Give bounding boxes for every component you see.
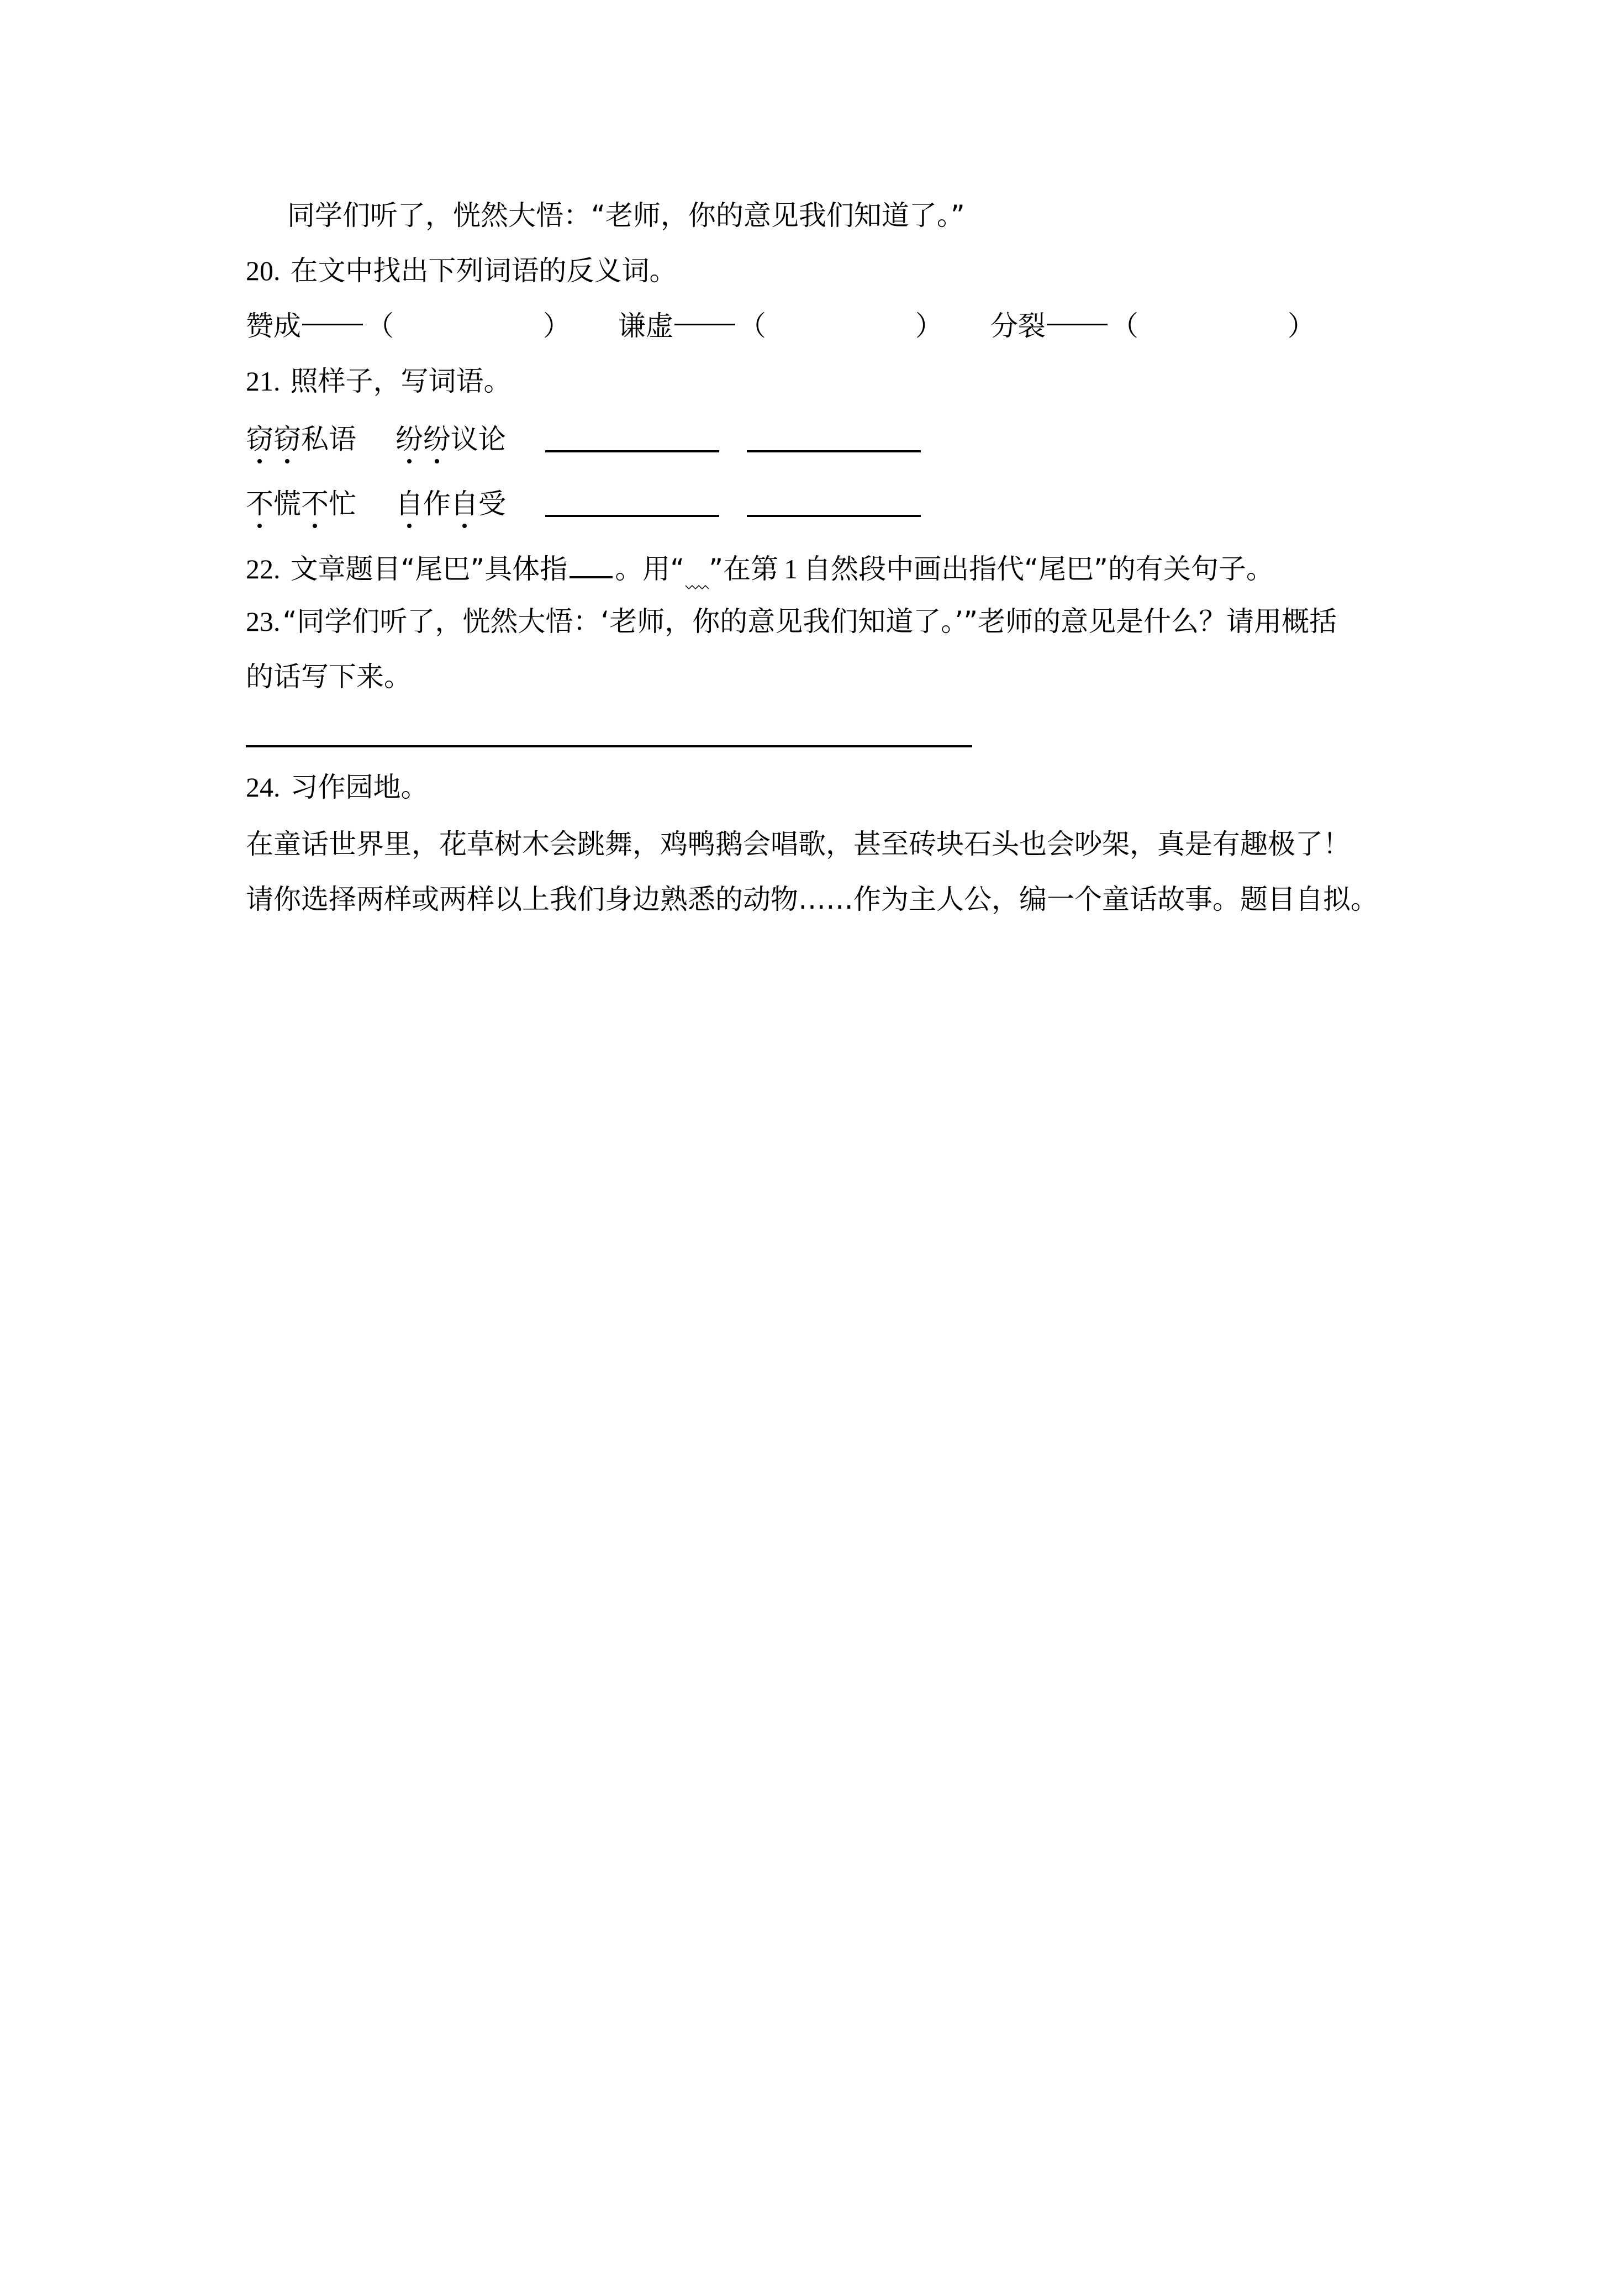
question-text: ”在第 xyxy=(709,553,779,585)
question-number: 22. xyxy=(246,553,281,584)
char: 论 xyxy=(478,423,506,455)
example-word-1 xyxy=(246,423,356,456)
question-prompt: 在文中找出下列词语的反义词。 xyxy=(290,255,677,287)
question-24 xyxy=(246,771,429,804)
question-number: 23. xyxy=(246,606,281,637)
example-word-4 xyxy=(396,487,506,520)
char: 私 xyxy=(301,423,329,455)
close-paren: ） xyxy=(915,310,943,342)
question-text: “同学们听了，恍然大悟：‘老师，你的意见我们知道了。’”老师的意见是什么？请用概括 xyxy=(282,605,1337,637)
dotted-char: 纷 xyxy=(395,423,423,455)
antonym-item-2 xyxy=(618,309,943,342)
question-text: 在童话世界里，花草树木会跳舞，鸡鸭鹅会唱歌，甚至砖块石头也会吵架，真是有趣极了！ xyxy=(246,828,1351,860)
passage-text: 同学们听了，恍然大悟：“老师，你的意见我们知道了。” xyxy=(287,199,965,231)
answer-blank-2[interactable] xyxy=(747,450,921,452)
question-21-row-1 xyxy=(246,423,948,456)
example-word-3 xyxy=(246,487,356,520)
question-23-line-1 xyxy=(246,605,1337,638)
dash xyxy=(1047,324,1108,325)
answer-blank-1[interactable] xyxy=(545,450,719,452)
antonym-word: 赞成 xyxy=(246,310,301,342)
question-text: 请你选择两样或两样以上我们身边熟悉的动物……作为主人公，编一个童话故事。题目自拟。 xyxy=(246,883,1378,915)
open-paren: （ xyxy=(1110,310,1138,342)
close-paren: ） xyxy=(543,310,571,342)
question-21-row-2 xyxy=(246,487,948,520)
dotted-char: 自 xyxy=(395,488,423,520)
question-title: 习作园地。 xyxy=(290,771,429,803)
char: 语 xyxy=(329,423,356,455)
char: 慌 xyxy=(273,488,301,520)
wavy-underline-icon xyxy=(684,552,709,586)
char: 受 xyxy=(478,488,506,520)
antonym-item-3 xyxy=(990,309,1315,342)
open-paren: （ xyxy=(738,310,766,342)
answer-blank-4[interactable] xyxy=(747,515,921,517)
answer-blank[interactable] xyxy=(570,576,613,578)
char: 议 xyxy=(450,423,478,455)
question-number: 20. xyxy=(246,255,281,286)
answer-blank-3[interactable] xyxy=(545,515,719,517)
antonym-word: 谦虚 xyxy=(618,310,673,342)
dotted-char: 不 xyxy=(246,488,273,520)
open-paren: （ xyxy=(366,310,394,342)
question-21 xyxy=(246,365,512,398)
answer-line[interactable] xyxy=(246,745,972,747)
dotted-char: 窃 xyxy=(246,423,273,455)
paragraph-number: 1 xyxy=(784,553,798,584)
char: 忙 xyxy=(329,488,356,520)
passage-last-line xyxy=(287,199,965,232)
question-text: 。用“ xyxy=(615,553,685,585)
question-24-line-1 xyxy=(246,827,1351,861)
question-20 xyxy=(246,254,677,287)
dash xyxy=(674,324,735,325)
question-text: 的话写下来。 xyxy=(246,661,412,693)
char: 作 xyxy=(423,488,451,520)
question-20-items xyxy=(246,309,1354,342)
dotted-char: 不 xyxy=(301,488,329,520)
question-text: 自然段中画出指代“尾巴”的有关句子。 xyxy=(803,553,1274,585)
question-24-line-2 xyxy=(246,883,1378,916)
question-23-line-2 xyxy=(246,660,412,693)
question-text: 文章题目“尾巴”具体指 xyxy=(290,553,568,585)
example-word-2 xyxy=(396,423,506,456)
antonym-word: 分裂 xyxy=(990,310,1046,342)
question-prompt: 照样子，写词语。 xyxy=(290,365,512,397)
question-22 xyxy=(246,552,1274,586)
dash xyxy=(302,324,363,325)
question-number: 21. xyxy=(246,366,281,397)
antonym-item-1 xyxy=(246,309,571,342)
dotted-char: 纷 xyxy=(423,423,451,455)
close-paren: ） xyxy=(1287,310,1315,342)
question-number: 24. xyxy=(246,772,281,803)
dotted-char: 窃 xyxy=(273,423,301,455)
dotted-char: 自 xyxy=(450,488,478,520)
